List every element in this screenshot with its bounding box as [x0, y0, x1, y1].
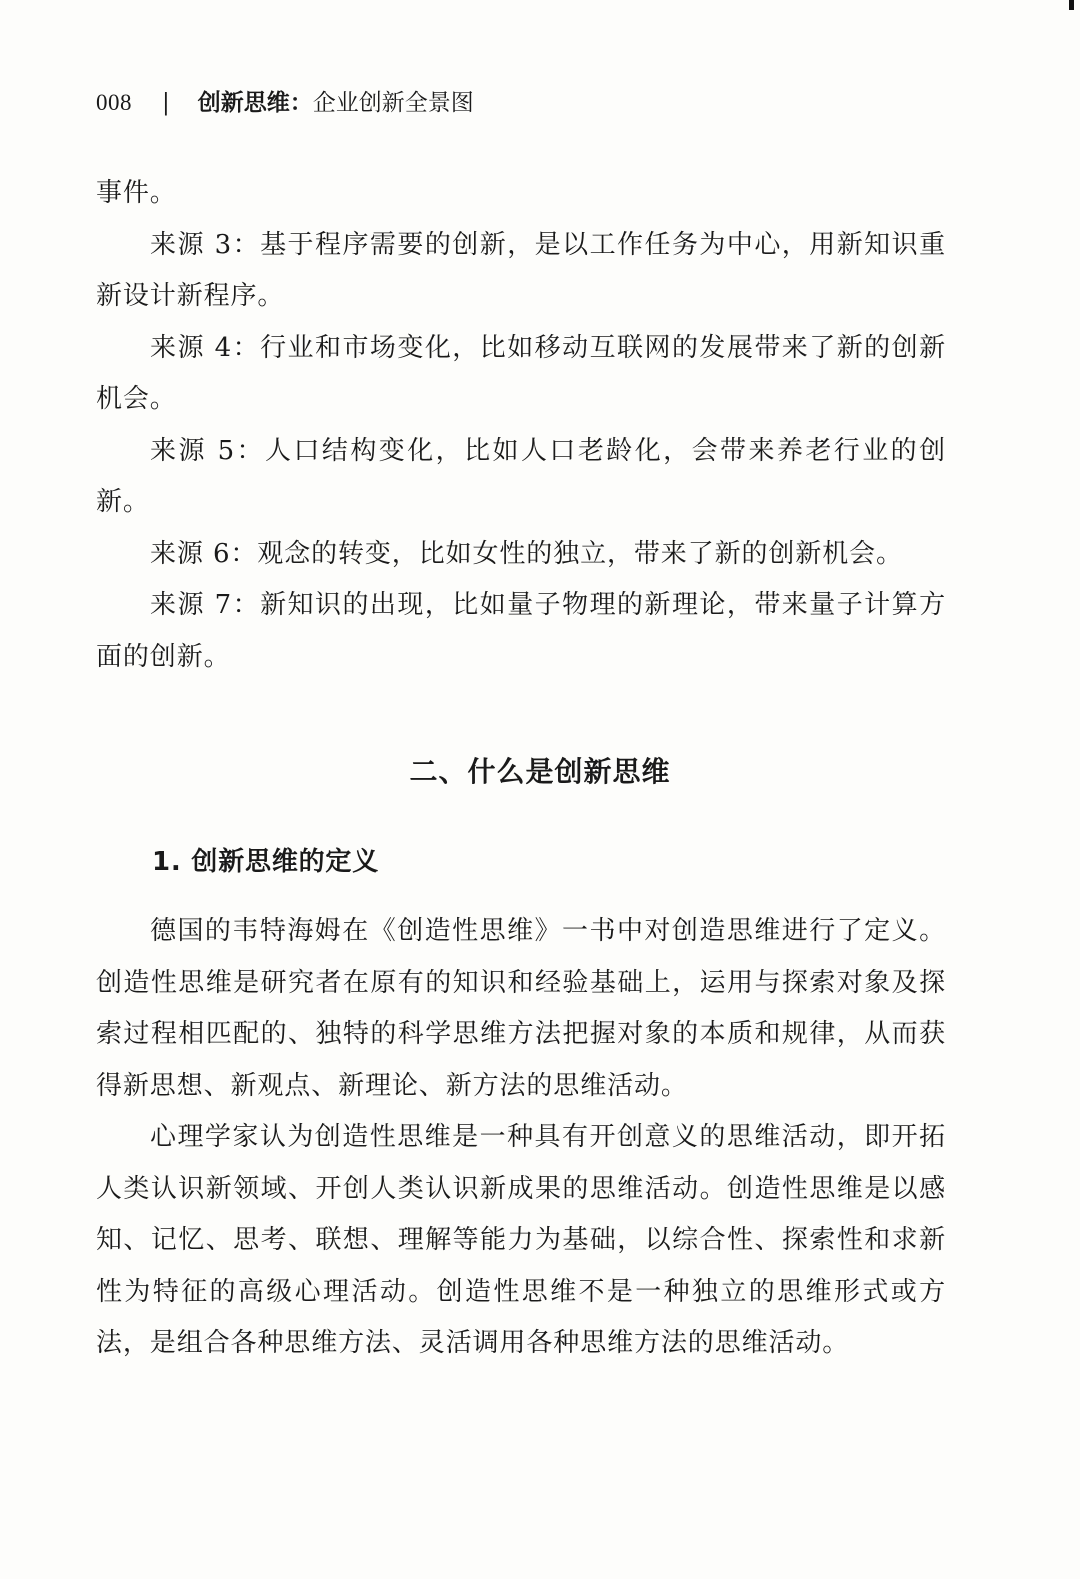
subsection-title: 1. 创新思维的定义 [152, 847, 380, 877]
paragraph-source-6: 来源 6：观念的转变，比如女性的独立，带来了新的创新机会。 [150, 538, 903, 569]
body-text-top [96, 168, 946, 683]
paragraph-source-4: 来源 4：行业和市场变化，比如移动互联网的发展带来了新的创新机会。 [96, 332, 946, 414]
page-number: 008 [96, 90, 132, 115]
book-title-bold: 创新思维： [197, 90, 313, 116]
scan-artifact [1069, 0, 1074, 10]
paragraph-definition: 德国的韦特海姆在《创造性思维》一书中对创造思维进行了定义。创造性思维是研究者在原有的知识和经验基础上，运用与探索对象及探索过程相匹配的、独特的科学思维方法把握对象的本质和规律，从而获得新思想、新观点、新理论、新方法的思维活动。 [96, 916, 946, 1101]
paragraph-continuation: 事件。 [96, 178, 177, 208]
body-text-bottom [96, 906, 946, 1370]
header-separator: | [162, 90, 170, 116]
paragraph-source-3: 来源 3：基于程序需要的创新，是以工作任务为中心，用新知识重新设计新程序。 [96, 229, 946, 311]
paragraph-psychology: 心理学家认为创造性思维是一种具有开创意义的思维活动，即开拓人类认识新领域、开创人类认识新成果的思维活动。创造性思维是以感知、记忆、思考、联想、理解等能力为基础，以综合性、探索性和求新性为特征的高级心理活动。创造性思维不是一种独立的思维形式或方法，是组合各种思维方法、灵活调用各种思维方法的思维活动。 [96, 1122, 946, 1358]
running-header [96, 86, 474, 120]
section-title: 二、什么是创新思维 [409, 755, 671, 788]
book-title-rest: 企业创新全景图 [312, 90, 474, 116]
paragraph-source-7: 来源 7：新知识的出现，比如量子物理的新理论，带来量子计算方面的创新。 [96, 590, 946, 672]
paragraph-source-5: 来源 5：人口结构变化，比如人口老龄化，会带来养老行业的创新。 [96, 435, 946, 517]
